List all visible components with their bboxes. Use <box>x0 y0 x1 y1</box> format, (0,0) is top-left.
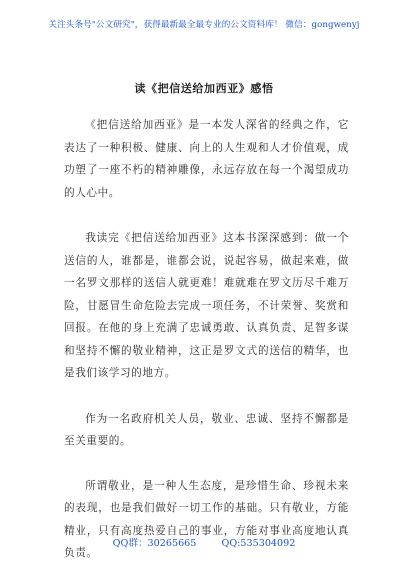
paragraph-4: 所谓敬业，是一种人生态度，是珍惜生命、珍视未来的表现，也是我们做好一切工作的基础。只有敬业，方能精业，只有高度热爱自己的事业，方能对事业高度地认真负责。 <box>64 479 349 559</box>
qq-text: QQ:535304092 <box>221 538 296 549</box>
footer-contact <box>0 535 408 549</box>
header-banner: 关注头条号"公文研究"，获得最新最全最专业的公文资料库！ 微信：gongwenyj <box>48 20 360 30</box>
document-body <box>64 114 349 565</box>
qq-group-text: QQ群：30265665 <box>112 538 197 549</box>
paragraph-1: 《把信送给加西亚》是一本发人深省的经典之作，它表达了一种积极、健康、向上的人生观和人才价值观，成功塑了一座不朽的精神雕像，永远存放在每一个渴望成功的人心中。 <box>64 119 349 199</box>
paragraph-2: 我读完《把信送给加西亚》这本书深深感到：做一个送信的人，谁都是，谁都会说，说起容易，做起来难，做一名罗文那样的送信人就更难！难就难在罗文历尽千难万险，甘愿冒生命危险去完成一项任务，不计荣誉、奖赏和回报。在他的身上充满了忠诚勇敢、认真负责、足智多谋和坚持不懈的敬业精神，这正是罗文式的送信的精华，也是我们该学习的地方。 <box>64 232 349 379</box>
paragraph-3: 作为一名政府机关人员，敬业、忠诚、坚持不懈都是至关重要的。 <box>64 412 349 447</box>
document-title: 读《把信送给加西亚》感悟 <box>134 82 274 95</box>
